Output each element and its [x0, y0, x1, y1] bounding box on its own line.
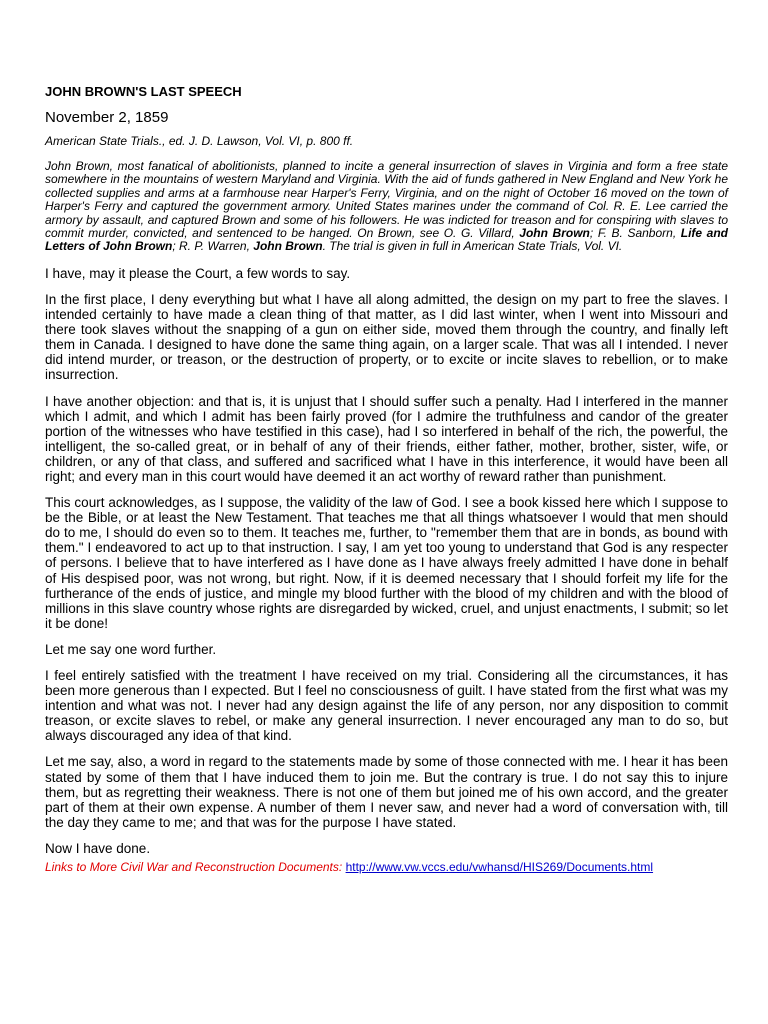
speech-paragraph: I have another objection: and that is, it is unjust that I should suffer such a penalty. Had I interfered in the manner which I admit, and which I admit has been fairly proved (for I admire the truthfulness and candor of the greater portion of the witnesses who have testified in this case), had I so interfered in behalf of the rich, the powerful, the intelligent, the so-called great, or in behalf of any of their friends, either father, mother, brother, sister, wife, or children, or any of that class, and suffered and sacrificed what I have in this interference, it would have been all right; and every man in this court would have deemed it an act worthy of reward rather than punishment. — [45, 393, 728, 484]
document-date: November 2, 1859 — [45, 109, 169, 126]
documents-link[interactable]: http://www.vw.vccs.edu/vwhansd/HIS269/Documents.html — [345, 860, 654, 875]
intro-paragraph — [45, 160, 728, 254]
source-citation: American State Trials., ed. J. D. Lawson, Vol. VI, p. 800 ff. — [45, 134, 354, 148]
footer-links — [45, 860, 728, 874]
speech-paragraph: I have, may it please the Court, a few words to say. — [45, 265, 351, 281]
speech-paragraph: Let me say one word further. — [45, 641, 217, 657]
speech-paragraph: Now I have done. — [45, 840, 151, 856]
intro-bold-title: Life and Letters of John Brown — [45, 226, 729, 254]
speech-paragraph: I feel entirely satisfied with the treatment I have received on my trial. Considering all the circumstances, it has been more generous than I expected. But I feel no consciousness of guilt. I have stated from the first what was my intention and what was not. I never had any design against the life of any person, nor any disposition to commit treason, or excite slaves to rebel, or make any general insurrection. I never encouraged any man to do so, but always discouraged any idea of that kind. — [45, 668, 728, 744]
intro-text: . The trial is given in full in American State Trials, Vol. VI. — [322, 239, 623, 254]
speech-paragraph: This court acknowledges, as I suppose, the validity of the law of God. I see a book kissed here which I suppose to be the Bible, or at least the New Testament. That teaches me that all things whatsoever I would that men should do to me, I should do even so to them. It teaches me, further, to "remember them that are in bonds, as bound with them." I endeavored to act up to that instruction. I say, I am yet too young to understand that God is any respecter of persons. I believe that to have interfered as I have done as I have always freely admitted I have done in behalf of His despised poor, was not wrong, but right. Now, if it is deemed necessary that I should forfeit my life for the furtherance of the ends of justice, and mingle my blood further with the blood of my children and with the blood of millions in this slave country whose rights are disregarded by wicked, cruel, and unjust enactments, I submit; so let it be done! — [45, 495, 728, 631]
intro-bold-title: John Brown — [519, 226, 590, 241]
footer-label: Links to More Civil War and Reconstruction Documents: — [45, 860, 343, 875]
speech-paragraph: Let me say, also, a word in regard to the statements made by some of those connected with me. I hear it has been stated by some of them that I have induced them to join me. But the contrary is true. I do not say this to injure them, but as regretting their weakness. There is not one of them but joined me of his own accord, and the greater part of them at their own expense. A number of them I never saw, and never had a word of conversation with, till the day they came to me; and that was for the purpose I have stated. — [45, 754, 728, 830]
intro-text: ; F. B. Sanborn, — [589, 226, 681, 241]
intro-text: ; R. P. Warren, — [172, 239, 254, 254]
document-title: JOHN BROWN'S LAST SPEECH — [45, 84, 242, 99]
intro-bold-title: John Brown — [253, 239, 323, 254]
intro-text: John Brown, most fanatical of abolitionists, planned to incite a general insurrection of slaves in Virginia and form a free state somewhere in the mountains of western Maryland and Virginia. With the aid of funds gathered in New England and New York he collected supplies and arms at a farmhouse near Harper's Ferry, Virginia, and on the night of October 16 moved on the town of Harper's Ferry and captured the government armory. United States marines under the command of Col. R. E. Lee carried the armory by assault, and captured Brown and some of his followers. He was indicted for treason and for conspiring with slaves to commit murder, convicted, and sentenced to be hanged. On Brown, see O. G. Villard, — [45, 159, 728, 241]
speech-paragraph: In the first place, I deny everything but what I have all along admitted, the design on my part to free the slaves. I intended certainly to have made a clean thing of that matter, as I did last winter, when I went into Missouri and there took slaves without the snapping of a gun on either side, moved them through the country, and finally left them in Canada. I designed to have done the same thing again, on a larger scale. That was all I intended. I never did intend murder, or treason, or the destruction of property, or to excite or incite slaves to rebellion, or to make insurrection. — [45, 291, 728, 383]
